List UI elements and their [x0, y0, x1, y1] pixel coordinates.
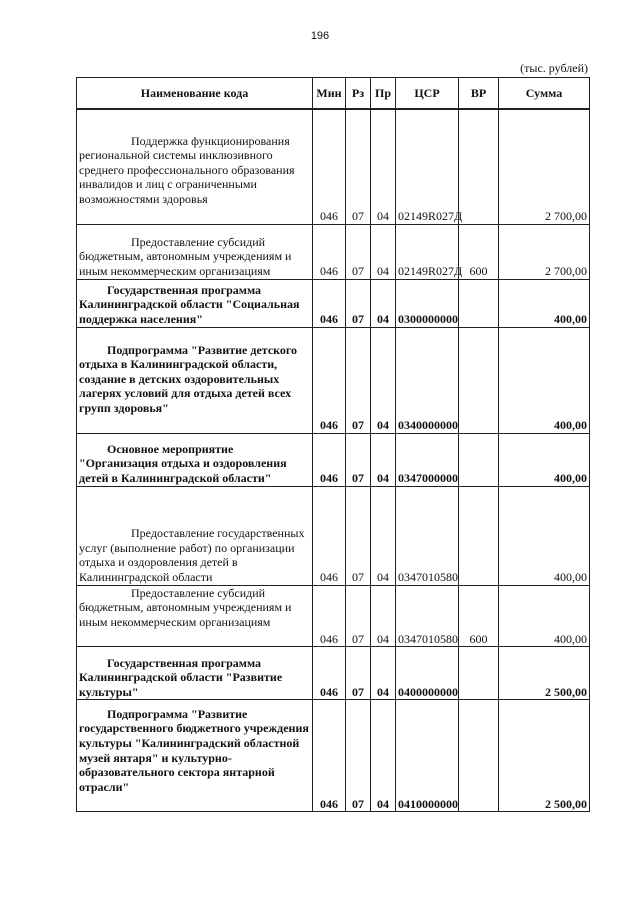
row-name	[77, 327, 313, 433]
row-sum: 400,00	[499, 585, 590, 647]
row-pr: 04	[371, 327, 396, 433]
row-sum: 2 500,00	[499, 647, 590, 700]
header-pr: Пр	[371, 78, 396, 110]
row-vr	[459, 327, 499, 433]
table-row	[77, 433, 590, 486]
table-row	[77, 486, 590, 585]
header-sum: Сумма	[499, 78, 590, 110]
row-rz: 07	[346, 279, 371, 327]
table-row	[77, 700, 590, 812]
row-pr: 04	[371, 647, 396, 700]
row-rz: 07	[346, 647, 371, 700]
row-csr: 0347000000	[396, 433, 459, 486]
row-csr: 0400000000	[396, 647, 459, 700]
table-header-row	[77, 78, 590, 110]
row-min: 046	[313, 224, 346, 279]
row-pr: 04	[371, 109, 396, 224]
row-sum: 400,00	[499, 327, 590, 433]
table-row	[77, 585, 590, 647]
row-csr: 0340000000	[396, 327, 459, 433]
row-min: 046	[313, 486, 346, 585]
row-name-text: Государственная программа Калининградской области "Социальная поддержка населения"	[79, 282, 300, 326]
table-row	[77, 327, 590, 433]
units-label: (тыс. рублей)	[520, 61, 588, 75]
row-sum: 2 700,00	[499, 224, 590, 279]
row-csr: 0300000000	[396, 279, 459, 327]
row-rz: 07	[346, 224, 371, 279]
row-sum: 400,00	[499, 433, 590, 486]
row-rz: 07	[346, 109, 371, 224]
row-vr	[459, 279, 499, 327]
row-pr: 04	[371, 486, 396, 585]
row-csr: 02149R027Д	[396, 224, 459, 279]
row-name	[77, 647, 313, 700]
row-min: 046	[313, 585, 346, 647]
row-vr	[459, 109, 499, 224]
row-sum: 400,00	[499, 279, 590, 327]
row-csr: 02149R027Д	[396, 109, 459, 224]
row-name	[77, 700, 313, 812]
table-row	[77, 224, 590, 279]
row-name	[77, 279, 313, 327]
row-name	[77, 585, 313, 647]
row-pr: 04	[371, 279, 396, 327]
row-min: 046	[313, 433, 346, 486]
row-pr: 04	[371, 433, 396, 486]
budget-table	[76, 77, 590, 812]
row-vr	[459, 647, 499, 700]
row-rz: 07	[346, 700, 371, 812]
row-min: 046	[313, 327, 346, 433]
row-sum: 2 500,00	[499, 700, 590, 812]
header-name: Наименование кода	[77, 78, 313, 110]
header-csr: ЦСР	[396, 78, 459, 110]
row-name-text: Подпрограмма "Развитие детского отдыха в Калининградской области, создание в детских оздоровительных лагерях условий для отдыха детей всех групп здоровья"	[79, 342, 298, 415]
row-min: 046	[313, 647, 346, 700]
table-row	[77, 279, 590, 327]
row-sum: 400,00	[499, 486, 590, 585]
page-number: 196	[310, 30, 330, 42]
row-name-text: Поддержка функционирования региональной системы инклюзивного среднего профессионального образования инвалидов и лиц с ограниченными возможностями здоровья	[79, 133, 295, 206]
row-name-text: Предоставление субсидий бюджетным, автономным учреждениям и иным некоммерческим организациям	[79, 234, 292, 278]
row-min: 046	[313, 279, 346, 327]
header-min: Мин	[313, 78, 346, 110]
row-name	[77, 433, 313, 486]
row-vr: 600	[459, 585, 499, 647]
row-pr: 04	[371, 224, 396, 279]
row-name-text: Предоставление государственных услуг (выполнение работ) по организации отдыха и оздоровления детей в Калининградской области	[79, 526, 305, 584]
row-name-text: Подпрограмма "Развитие государственного бюджетного учреждения культуры "Калининградский областной музей янтаря" и культурно-образовательного сектора янтарной отрасли"	[79, 706, 309, 794]
header-rz: Рз	[346, 78, 371, 110]
row-vr	[459, 486, 499, 585]
row-name	[77, 486, 313, 585]
row-csr: 0347010580	[396, 486, 459, 585]
row-vr	[459, 433, 499, 486]
table-row	[77, 647, 590, 700]
row-rz: 07	[346, 327, 371, 433]
row-name-text: Предоставление субсидий бюджетным, автономным учреждениям и иным некоммерческим организациям	[79, 585, 292, 629]
row-rz: 07	[346, 433, 371, 486]
row-name	[77, 109, 313, 224]
row-vr	[459, 700, 499, 812]
row-vr: 600	[459, 224, 499, 279]
row-rz: 07	[346, 585, 371, 647]
row-pr: 04	[371, 700, 396, 812]
row-name-text: Основное мероприятие "Организация отдыха и оздоровления детей в Калининградской области"	[79, 441, 287, 485]
row-csr: 0347010580	[396, 585, 459, 647]
row-csr: 0410000000	[396, 700, 459, 812]
row-rz: 07	[346, 486, 371, 585]
row-pr: 04	[371, 585, 396, 647]
row-sum: 2 700,00	[499, 109, 590, 224]
row-min: 046	[313, 109, 346, 224]
table-row	[77, 109, 590, 224]
row-name-text: Государственная программа Калининградской области "Развитие культуры"	[79, 655, 283, 699]
row-name	[77, 224, 313, 279]
header-vr: ВР	[459, 78, 499, 110]
row-min: 046	[313, 700, 346, 812]
